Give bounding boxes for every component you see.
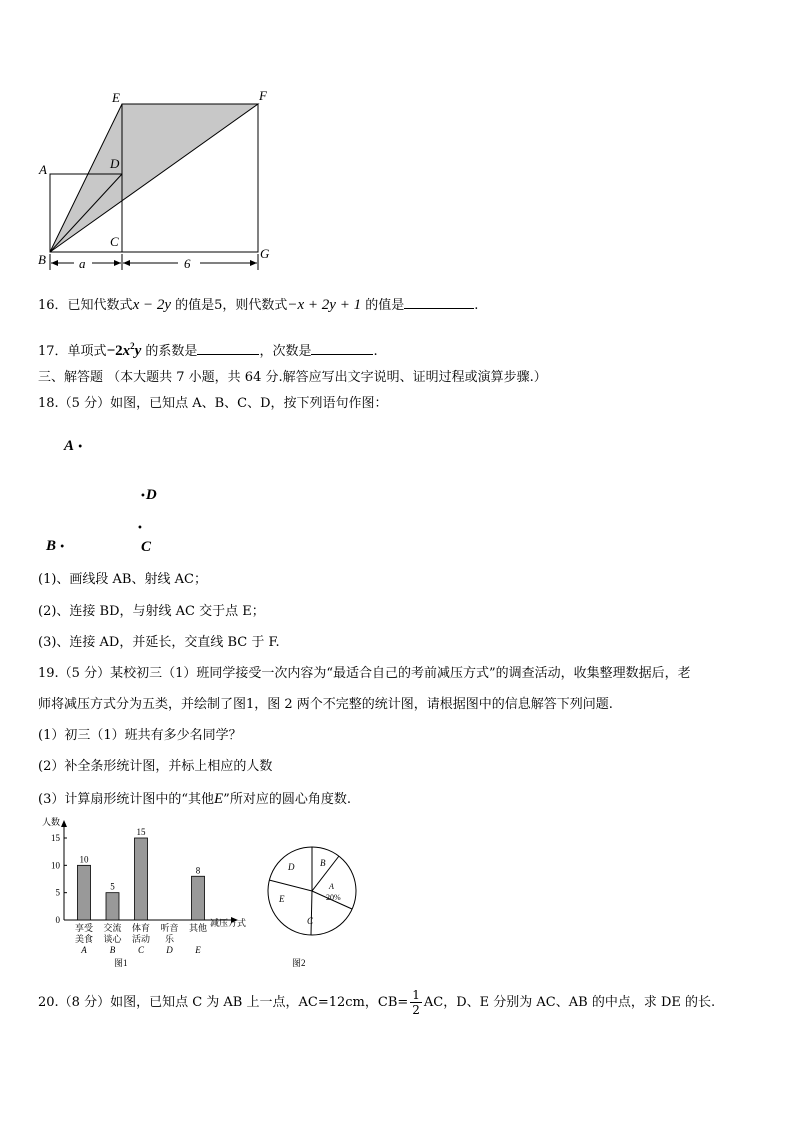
y-tick-label: 10 (51, 860, 60, 871)
point-c-dot: • (137, 523, 143, 534)
bar-value-label: 15 (136, 827, 146, 837)
point-a: A • (64, 438, 84, 454)
y-tick-label: 5 (55, 887, 60, 898)
point-d: •D (140, 487, 157, 503)
pie-label-pct: 20% (326, 893, 341, 902)
bar-value-label: 8 (195, 865, 201, 876)
bar-value-label: 5 (110, 881, 115, 892)
pie-chart (262, 846, 362, 970)
x-category-label: 其他 (188, 923, 208, 933)
pie-caption: 图2 (292, 958, 306, 968)
y-tick-label: 0 (55, 915, 60, 925)
bar (135, 838, 148, 920)
x-category-label: 活动 (131, 934, 151, 944)
label-c: C (110, 234, 119, 249)
label-d: D (110, 156, 120, 171)
bar (192, 876, 205, 920)
section-3-heading: 三、解答题 （本大题共 7 小题，共 64 分.解答应写出文字说明、证明过程或演算步骤.） (38, 370, 547, 385)
x-category-label: 美食 (74, 934, 94, 944)
expr-x-minus-2y: x − 2y (132, 297, 171, 313)
bar (106, 893, 119, 920)
arrow-a-right (114, 260, 121, 266)
chart-caption: 图1 (114, 958, 128, 968)
x-category-letter: B (109, 945, 116, 955)
label-dim-6: 6 (184, 256, 191, 271)
x-category-label: 享受 (74, 923, 94, 933)
bar-value-label: 10 (79, 854, 89, 865)
label-e: E (112, 90, 120, 105)
x-category-letter: C (137, 945, 145, 955)
question-18: 18.（5 分）如图，已知点 A、B、C、D，按下列语句作图： (38, 396, 388, 411)
chart-x-label: 减压方式 (210, 918, 247, 928)
pie-radius-bottom (311, 891, 312, 935)
pie-label-a: A (329, 882, 334, 891)
x-category-label: 听音 (160, 923, 179, 933)
question-20: 20.（8 分）如图，已知点 C 为 AB 上一点，AC=12cm，CB= $\frac{1}{2}$ AC，D、E 分别为 AC、AB 的中点，求 DE 的长. (38, 988, 716, 1017)
expr-neg-x-plus-2y-plus-1: −x + 2y + 1 (287, 297, 362, 313)
x-category-label: 体育 (131, 923, 151, 933)
x-category-letter: D (166, 945, 173, 955)
pie-label-c: C (307, 916, 314, 926)
point-b: B • (46, 538, 66, 554)
answer-blank-17b[interactable] (311, 342, 373, 355)
label-b: B (38, 252, 46, 267)
label-dim-a: a (79, 256, 86, 271)
bar (78, 865, 91, 920)
q18-step-2: (2)、连接 BD，与射线 AC 交于点 E； (38, 604, 265, 619)
bar-chart (38, 814, 260, 974)
pie-label-e: E (279, 894, 285, 904)
chart-y-label: 人数 (42, 817, 61, 827)
x-category-label: 谈心 (103, 934, 122, 944)
x-category-letter: A (81, 945, 87, 955)
monomial: $-2x^2y$ (106, 341, 142, 359)
point-c: C (141, 539, 152, 555)
answer-blank-17a[interactable] (197, 342, 259, 355)
q19-sub-2: (2）补全条形统计图，并标上相应的人数 (38, 759, 273, 774)
question-17: 17．单项式$-2x^2y$ 的系数是 ，次数是 . (38, 341, 378, 359)
q18-step-1: (1)、画线段 AB、射线 AC； (38, 572, 207, 587)
y-axis-arrow (61, 820, 67, 827)
label-a: A (39, 162, 47, 177)
pie-radius-upper-right (312, 856, 339, 891)
question-19-line-1: 19.（5 分）某校初三（1）班同学接受一次内容为“最适合自己的考前减压方式”的调查活动，收集整理数据后，老 (38, 666, 691, 681)
fraction-one-half: $\frac{1}{2}$ (412, 988, 420, 1017)
y-tick-label: 15 (51, 833, 60, 843)
shaded-triangle (50, 104, 258, 252)
arrow-6-left (123, 260, 130, 266)
x-category-label: 交流 (103, 923, 122, 933)
x-category-label: 乐 (164, 934, 175, 944)
arrow-6-right (250, 260, 257, 266)
q19-sub-3: (3）计算扇形统计图中的“其他E”所对应的圆心角度数. (38, 791, 351, 807)
question-19-line-2: 师将减压方式分为五类，并绘制了图1，图 2 两个不完整的统计图，请根据图中的信息解答下列问题. (38, 697, 613, 712)
answer-blank-16[interactable] (404, 296, 474, 309)
label-g: G (260, 246, 270, 261)
q19-sub-1: (1）初三（1）班共有多少名同学？ (38, 728, 242, 743)
pie-label-d: D (288, 862, 295, 872)
arrow-a-left (51, 260, 58, 266)
x-category-letter: E (195, 945, 201, 955)
pie-radius-left (269, 880, 312, 891)
pie-label-b: B (320, 858, 326, 868)
label-f: F (259, 88, 267, 103)
q18-step-3: (3)、连接 AD，并延长，交直线 BC 于 F. (38, 635, 280, 650)
question-16: 16．已知代数式x − 2y 的值是5，则代数式−x + 2y + 1 的值是 . (38, 297, 479, 313)
geometry-figure (30, 88, 290, 278)
